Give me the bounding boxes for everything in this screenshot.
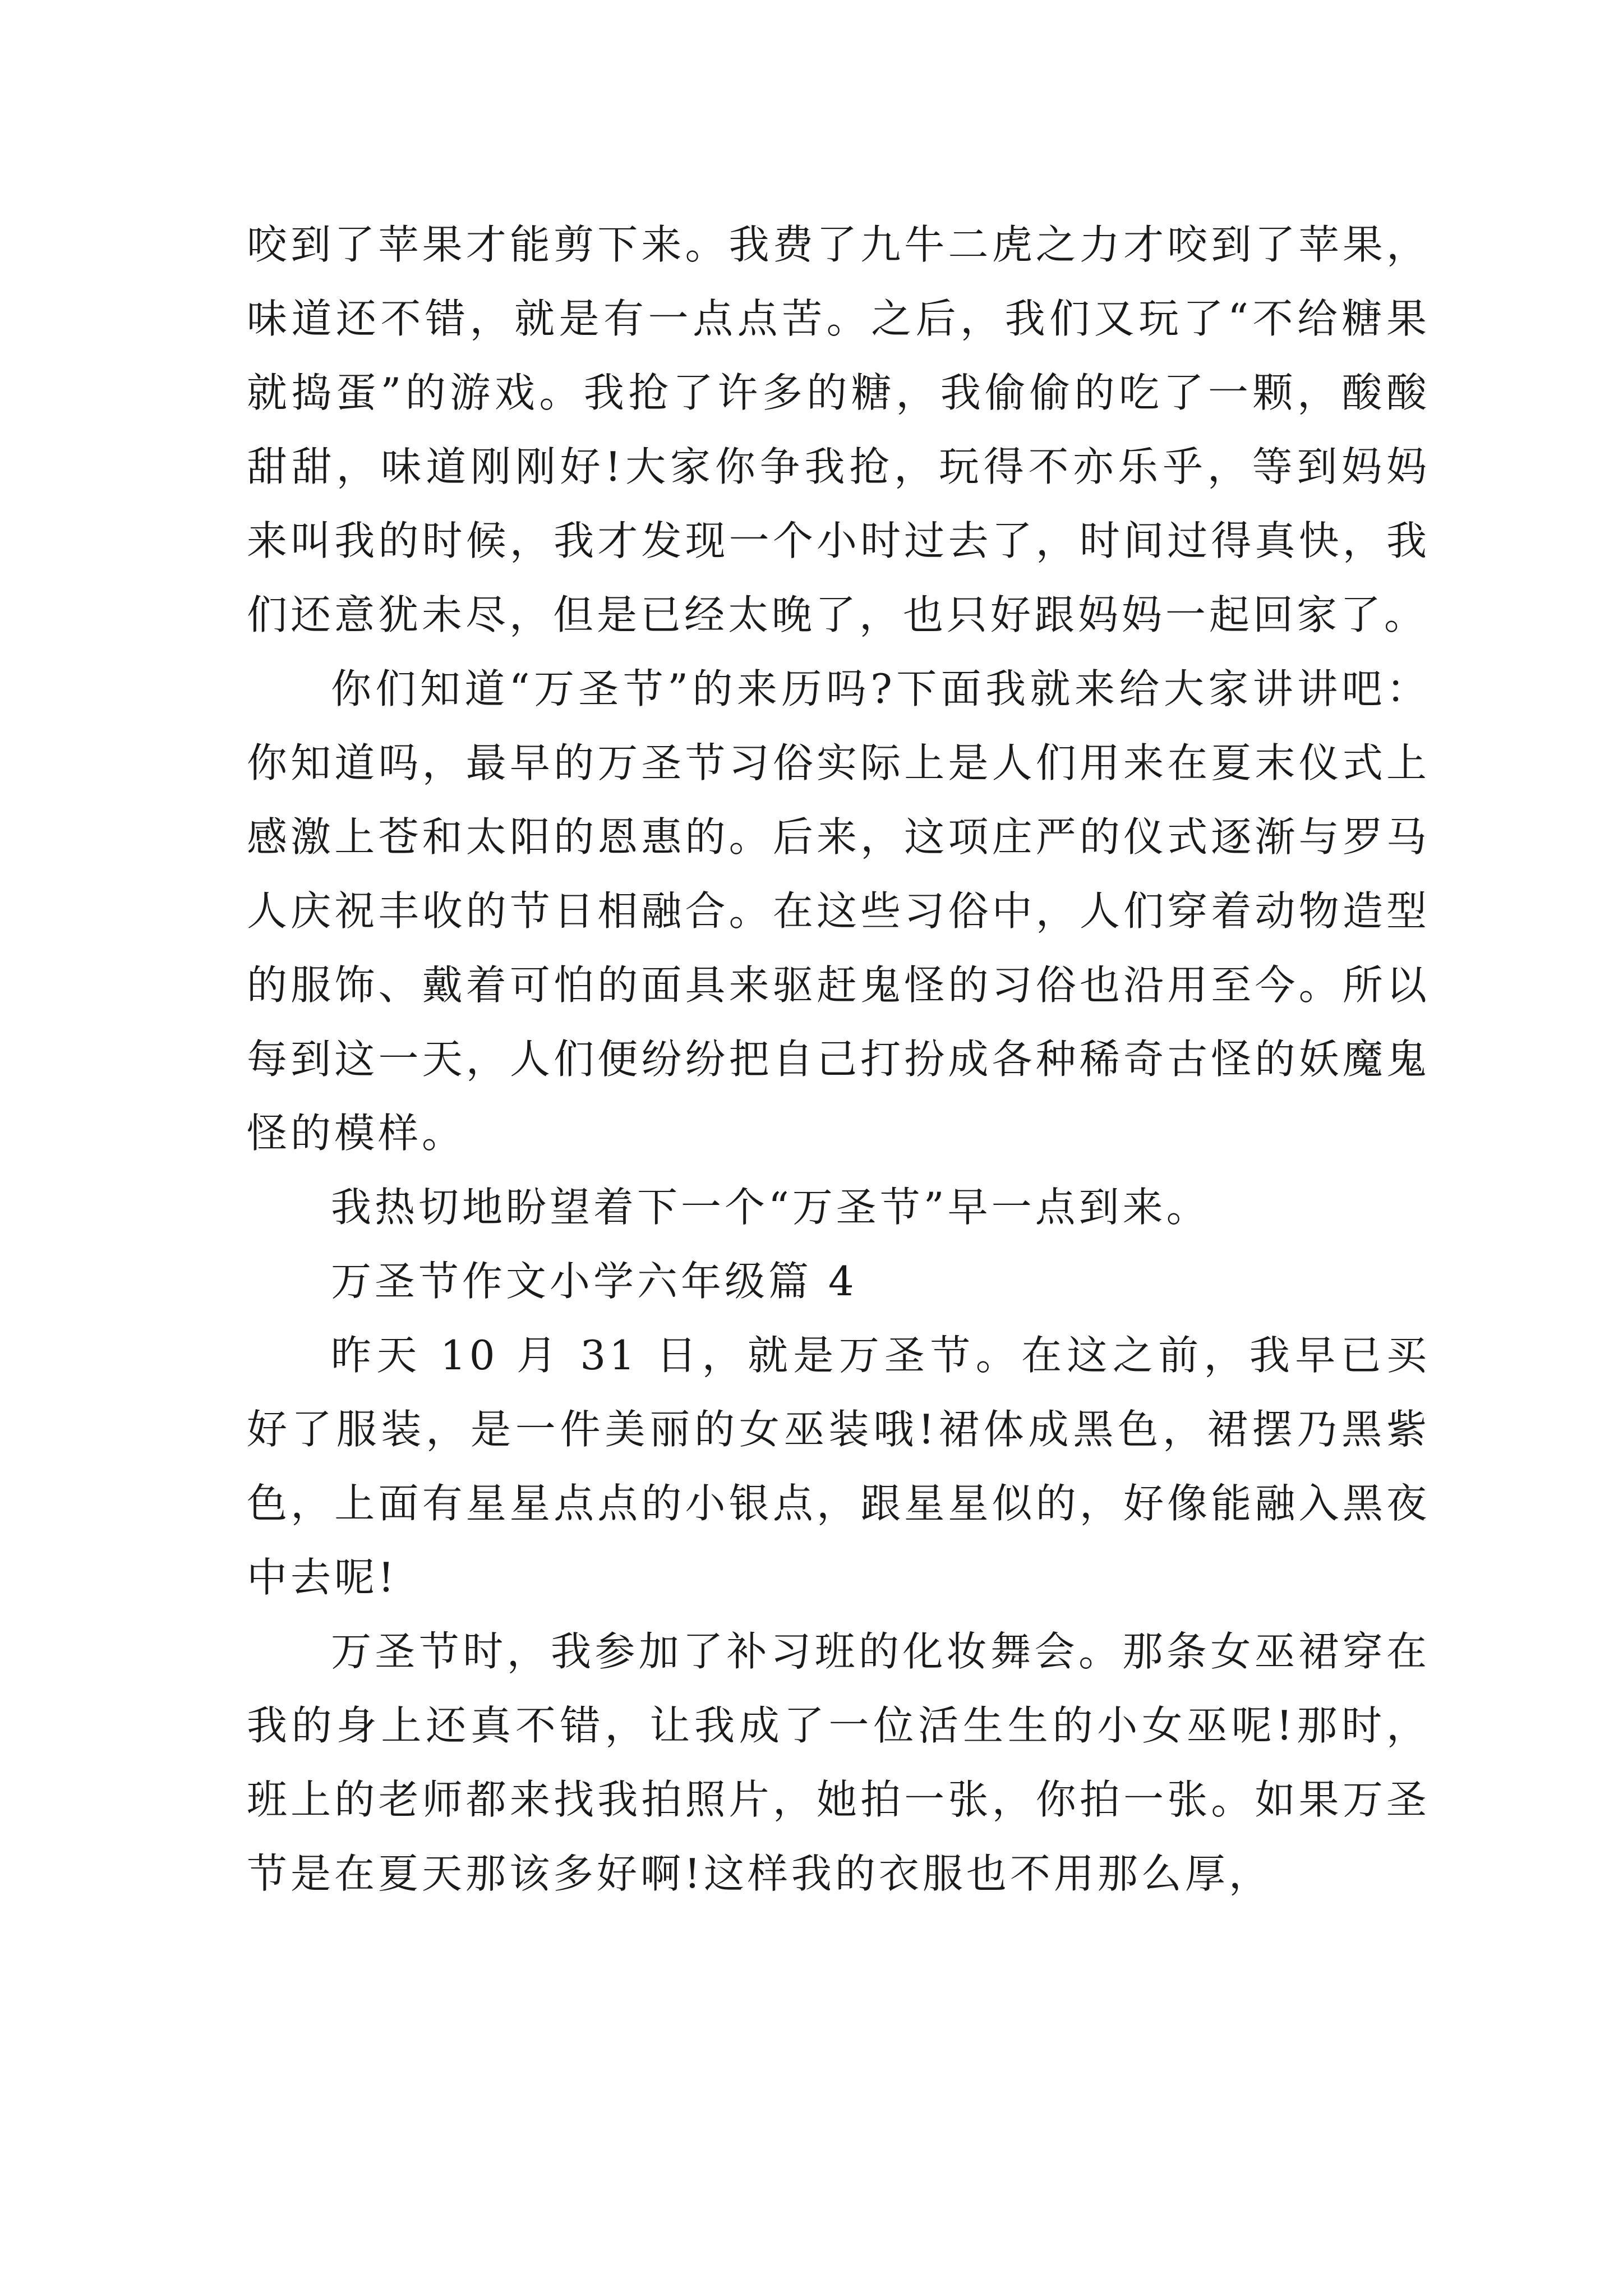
paragraph-apple-game: 咬到了苹果才能剪下来。我费了九牛二虎之力才咬到了苹果，味道还不错，就是有一点点苦。之后，我们又玩了“不给糖果就捣蛋”的游戏。我抢了许多的糖，我偷偷的吃了一颗，酸酸甜甜，味道刚刚好!大家你争我抢，玩得不亦乐乎，等到妈妈来叫我的时候，我才发现一个小时过去了，时间过得真快，我们还意犹未尽，但是已经太晚了，也只好跟妈妈一起回家了。 xyxy=(247,221,1430,638)
paragraph-halloween-origin: 你们知道“万圣节”的来历吗?下面我就来给大家讲讲吧：你知道吗，最早的万圣节习俗实际上是人们用来在夏末仪式上感激上苍和太阳的恩惠的。后来，这项庄严的仪式逐渐与罗马人庆祝丰收的节日相融合。在这些习俗中，人们穿着动物造型的服饰、戴着可怕的面具来驱赶鬼怪的习俗也沿用至今。所以每到这一天，人们便纷纷把自己打扮成各种稀奇古怪的妖魔鬼怪的模样。 xyxy=(247,665,1430,1157)
paragraph-costume-party: 万圣节时，我参加了补习班的化妆舞会。那条女巫裙穿在我的身上还真不错，让我成了一位活生生的小女巫呢!那时，班上的老师都来找我拍照片，她拍一张，你拍一张。如果万圣节是在夏天那该多好啊!这样我的衣服也不用那么厚， xyxy=(247,1628,1430,1897)
paragraph-looking-forward: 我热切地盼望着下一个“万圣节”早一点到来。 xyxy=(331,1184,1210,1231)
body-text xyxy=(247,208,1430,1911)
essay-heading: 万圣节作文小学六年级篇 4 xyxy=(331,1258,857,1305)
paragraph-witch-costume: 昨天 10 月 31 日，就是万圣节。在这之前，我早已买好了服装，是一件美丽的女巫装哦!裙体成黑色，裙摆乃黑紫色，上面有星星点点的小银点，跟星星似的，好像能融入黑夜中去呢! xyxy=(247,1332,1430,1601)
